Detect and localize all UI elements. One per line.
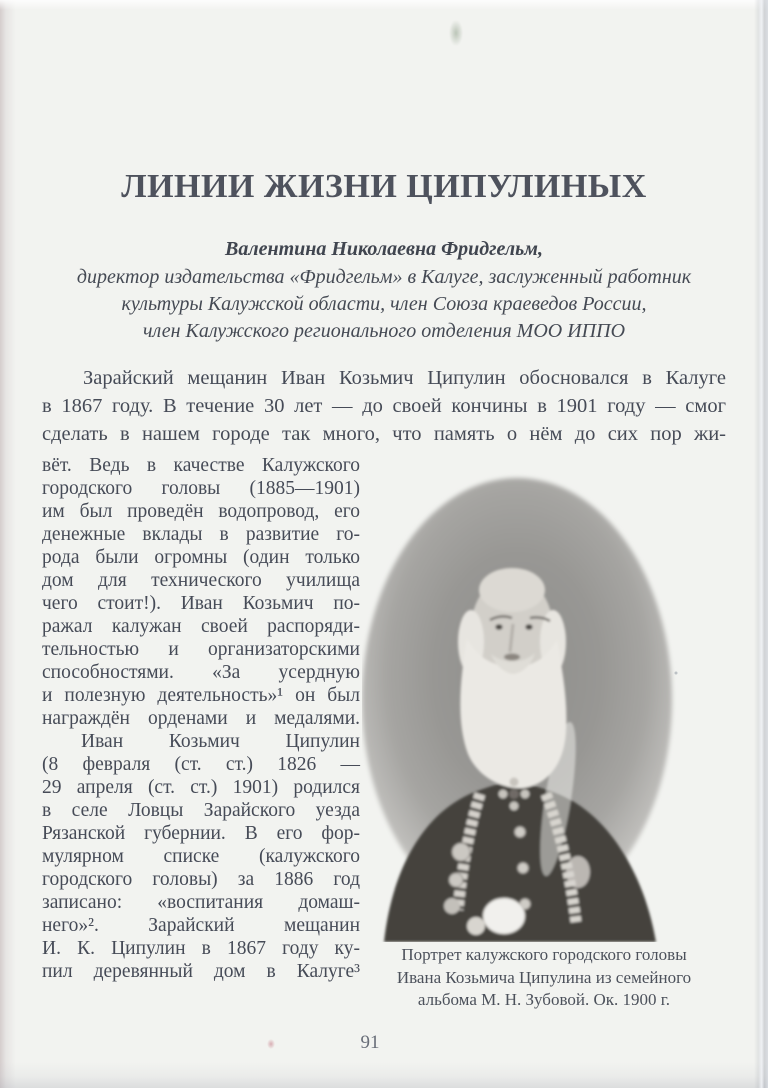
text-line: и полезную деятельность»¹ он был xyxy=(42,685,360,706)
text-line: чего стоит!). Иван Козьмич по- xyxy=(42,593,360,614)
page-number: 91 xyxy=(360,1032,380,1053)
medal xyxy=(444,898,460,914)
eye-left xyxy=(495,624,502,630)
collar-medal-bottom xyxy=(510,802,519,811)
portrait-figure xyxy=(362,464,726,1012)
pocket-highlight xyxy=(566,856,590,888)
bald-crown xyxy=(479,568,545,612)
text-line: дом для технического училища xyxy=(42,570,360,591)
coat-button xyxy=(515,827,526,838)
collar-medal-left xyxy=(499,790,508,799)
text-line: культуры Калужской области, член Союза краеведов России, xyxy=(121,293,647,315)
text-line: него»². Зарайский мещанин xyxy=(42,915,360,936)
text-line: рода были огромны (один только xyxy=(42,547,360,568)
text-line: 29 апреля (ст. ст.) 1901) родился xyxy=(42,777,360,798)
portrait-photo xyxy=(362,464,726,942)
collar-medal-top xyxy=(510,778,519,787)
text-line: пил деревянный дом в Калуге³ xyxy=(42,961,360,982)
text-line: способностями. «За усердную xyxy=(42,662,360,683)
text-line: ражал калужан своей распоряди- xyxy=(42,616,360,637)
scan-edge-highlight-top xyxy=(0,0,768,10)
text-line: мулярном списке (калужского xyxy=(42,846,360,867)
text-line: сделать в нашем городе так много, что память о нём до сих пор жи- xyxy=(42,423,726,445)
text-line: Рязанской губернии. В его фор- xyxy=(42,823,360,844)
text-line: альбома М. Н. Зубовой. Ок. 1900 г. xyxy=(417,990,671,1009)
coat-button xyxy=(518,863,529,874)
text-line: член Калужского регионального отделения МОО ИППО xyxy=(142,320,626,342)
text-line: денежные вклады в развитие го- xyxy=(42,524,360,545)
paragraph-column xyxy=(42,454,360,983)
text-line: Портрет калужского городского головы xyxy=(401,945,687,964)
text-line: тельностью и организаторскими xyxy=(42,639,360,660)
text-line: вёт. Ведь в качестве Калужского xyxy=(42,455,360,476)
text-line: им был проведён водопровод, его xyxy=(42,501,360,522)
medal xyxy=(449,873,463,887)
text-line: награждён орденами и медалями. xyxy=(42,708,360,729)
eye-right xyxy=(525,624,532,630)
text-line: городского головы (1885—1901) xyxy=(42,478,360,499)
text-line: в селе Ловцы Зарайского уезда xyxy=(42,800,360,821)
figure-caption xyxy=(362,944,726,1012)
text-line: И. К. Ципулин в 1867 году ку- xyxy=(42,938,360,959)
author-affiliation xyxy=(30,264,738,345)
medal xyxy=(452,843,470,861)
text-line: Зарайский мещанин Иван Козьмич Ципулин обосновался в Калуге xyxy=(42,367,726,389)
text-line: Иван Козьмич Ципулин xyxy=(42,731,360,752)
nose-shadow xyxy=(504,654,520,661)
chain-medallion xyxy=(483,898,525,934)
scan-edge-shadow-bottom xyxy=(0,1062,768,1088)
scan-edge-shadow-left xyxy=(0,0,16,1088)
text-line: в 1867 году. В течение 30 лет — до своей кончины в 1901 году — смог xyxy=(42,395,726,417)
paragraph-intro xyxy=(42,364,726,448)
dust-speck xyxy=(675,672,678,675)
text-line: (8 февраля (ст. ст.) 1826 — xyxy=(42,754,360,775)
collar-medal-center xyxy=(509,789,519,799)
text-line: городского головы) за 1886 год xyxy=(42,869,360,890)
scan-edge-gutter-right xyxy=(754,0,768,1088)
ink-smudge xyxy=(449,20,463,46)
text-line: директор издательства «Фридгельм» в Калуге, заслуженный работник xyxy=(76,266,692,288)
medal xyxy=(467,917,485,935)
collar-medal-right xyxy=(521,790,530,799)
author-byline: Валентина Николаевна Фридгельм, xyxy=(224,238,544,260)
page-title: ЛИНИИ ЖИЗНИ ЦИПУЛИНЫХ xyxy=(121,168,647,205)
text-line: Ивана Козьмича Ципулина из семейного xyxy=(396,967,692,987)
portrait-photo-drawing xyxy=(362,464,726,942)
text-line: записано: «воспитания домаш- xyxy=(42,892,360,913)
